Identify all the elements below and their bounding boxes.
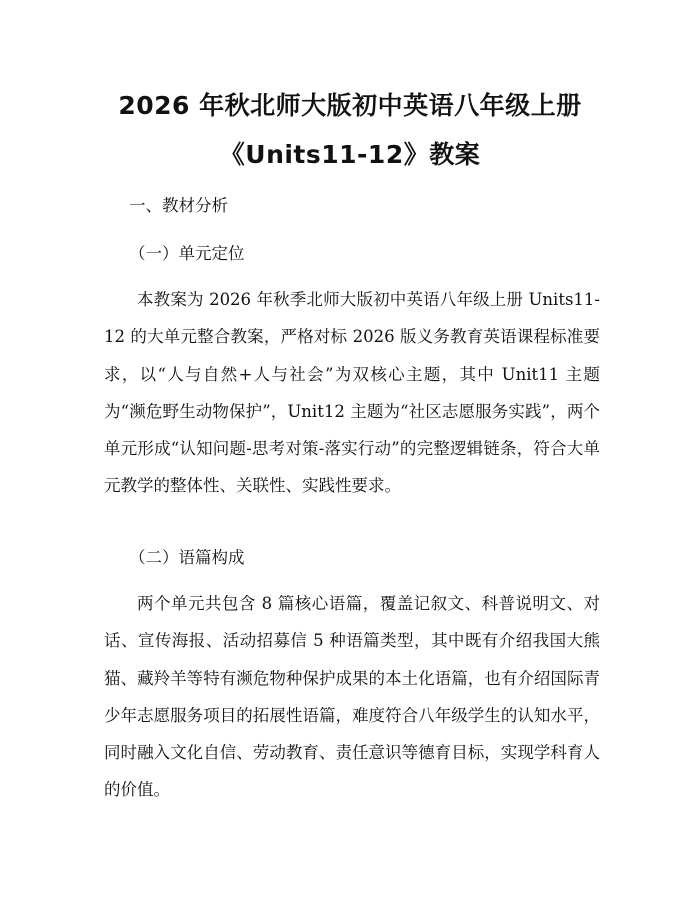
subsection-heading-unit-positioning: （一）单元定位 [129,244,245,263]
paragraph-text-composition: 两个单元共包含 8 篇核心语篇，覆盖记叙文、科普说明文、对话、宣传海报、活动招募信 5 种语篇类型，其中既有介绍我国大熊猫、藏羚羊等特有濒危物种保护成果的本土化语篇，也有介绍国际青少年志愿服务项目的拓展性语篇，难度符合八年级学生的认知水平，同时融入文化自信、劳动教育、责任意识等德育目标，实现学科育人的价值。 [104,594,600,800]
paragraph-unit-positioning: 本教案为 2026 年秋季北师大版初中英语八年级上册 Units11-12 的大单元整合教案，严格对标 2026 版义务教育英语课程标准要求，以“人与自然+人与社会”为双核心主题，其中 Unit11 主题为“濒危野生动物保护”，Unit12 主题为“社区志愿服务实践”，两个单元形成“认知问题-思考对策-落实行动”的完整逻辑链条，符合大单元教学的整体性、关联性、实践性要求。 [104,290,600,496]
subsection-heading-text-composition: （二）语篇构成 [129,548,245,567]
document-title-line-1: 2026 年秋北师大版初中英语八年级上册 [118,91,582,120]
document-title-line-2: 《Units11-12》教案 [219,140,481,169]
section-heading-textbook-analysis: 一、教材分析 [129,196,228,215]
